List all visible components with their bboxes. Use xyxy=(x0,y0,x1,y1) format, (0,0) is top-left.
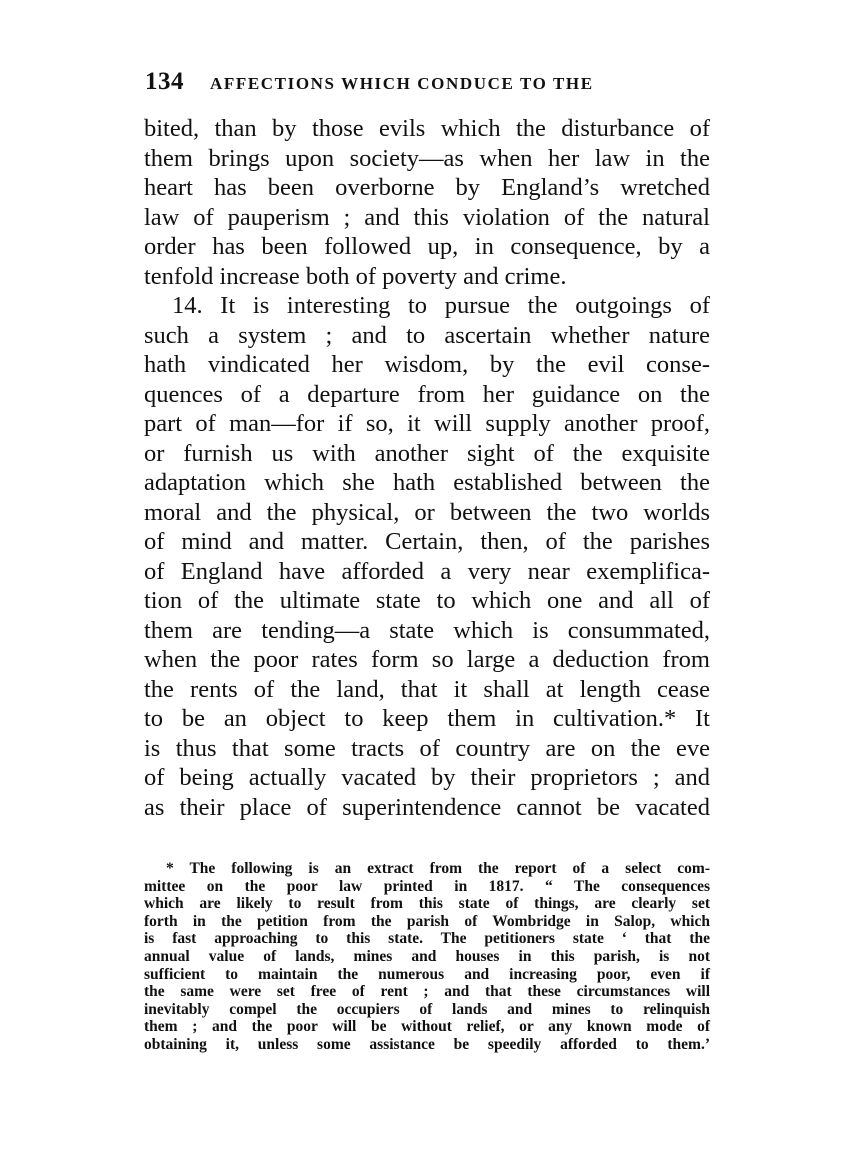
text-line: of mind and matter. Certain, then, of the parishes xyxy=(144,528,710,555)
page-number: 134 xyxy=(145,68,184,95)
text-line: part of man—for if so, it will supply another proof, xyxy=(144,410,710,437)
footnote-line: inevitably compel the occupiers of lands and mines to relinquish xyxy=(144,1000,710,1018)
text-line: moral and the physical, or between the two worlds xyxy=(144,498,710,526)
main-text xyxy=(144,114,710,822)
footnote-line: * The following is an extract from the report of a select com- xyxy=(166,860,710,877)
paragraph-start-line: 14. It is interesting to pursue the outgoings of xyxy=(172,292,710,319)
text-line: the rents of the land, that it shall at length cease xyxy=(144,675,710,703)
text-line: as their place of superintendence cannot be vacated xyxy=(144,793,710,821)
text-line: to be an object to keep them in cultivation.* It xyxy=(144,705,710,732)
footnote-line: the same were set free of rent ; and that these circumstances will xyxy=(144,983,710,1001)
text-line: them brings upon society—as when her law in the xyxy=(144,144,710,172)
text-line: or furnish us with another sight of the exquisite xyxy=(144,439,710,467)
footnote-line: forth in the petition from the parish of Wombridge in Salop, which xyxy=(144,912,710,930)
footnote-line: annual value of lands, mines and houses in this parish, is not xyxy=(144,947,710,965)
running-title: AFFECTIONS WHICH CONDUCE TO THE xyxy=(210,74,594,93)
text-line: them are tending—a state which is consummated, xyxy=(144,616,710,644)
text-line: is thus that some tracts of country are on the eve xyxy=(144,734,710,762)
text-line: such a system ; and to ascertain whether nature xyxy=(144,321,710,349)
footnote-line: is fast approaching to this state. The petitioners state ‘ that the xyxy=(144,930,710,948)
footnote xyxy=(144,860,710,1054)
text-line: law of pauperism ; and this violation of the natural xyxy=(144,203,710,231)
text-line: of being actually vacated by their proprietors ; and xyxy=(144,764,710,791)
text-line: order has been followed up, in consequence, by a xyxy=(144,233,710,260)
footnote-line: sufficient to maintain the numerous and increasing poor, even if xyxy=(144,965,710,983)
text-line: bited, than by those evils which the disturbance of xyxy=(144,115,710,142)
footnote-line: which are likely to result from this state of things, are clearly set xyxy=(144,895,710,913)
footnote-line: mittee on the poor law printed in 1817. “ The consequences xyxy=(144,877,710,895)
running-header xyxy=(145,68,710,100)
text-line: tenfold increase both of poverty and crime. xyxy=(144,262,567,290)
text-line: adaptation which she hath established between the xyxy=(144,469,710,496)
text-line: quences of a departure from her guidance on the xyxy=(144,380,710,408)
text-line: of England have afforded a very near exemplifica- xyxy=(144,557,710,585)
footnote-line: them ; and the poor will be without relief, or any known mode of xyxy=(144,1018,710,1036)
footnote-line: obtaining it, unless some assistance be speedily afforded to them.’ xyxy=(144,1035,710,1053)
text-line: when the poor rates form so large a deduction from xyxy=(144,646,710,673)
text-line: tion of the ultimate state to which one and all of xyxy=(144,587,710,614)
text-line: heart has been overborne by England’s wretched xyxy=(144,174,710,201)
text-line: hath vindicated her wisdom, by the evil conse- xyxy=(144,351,710,378)
